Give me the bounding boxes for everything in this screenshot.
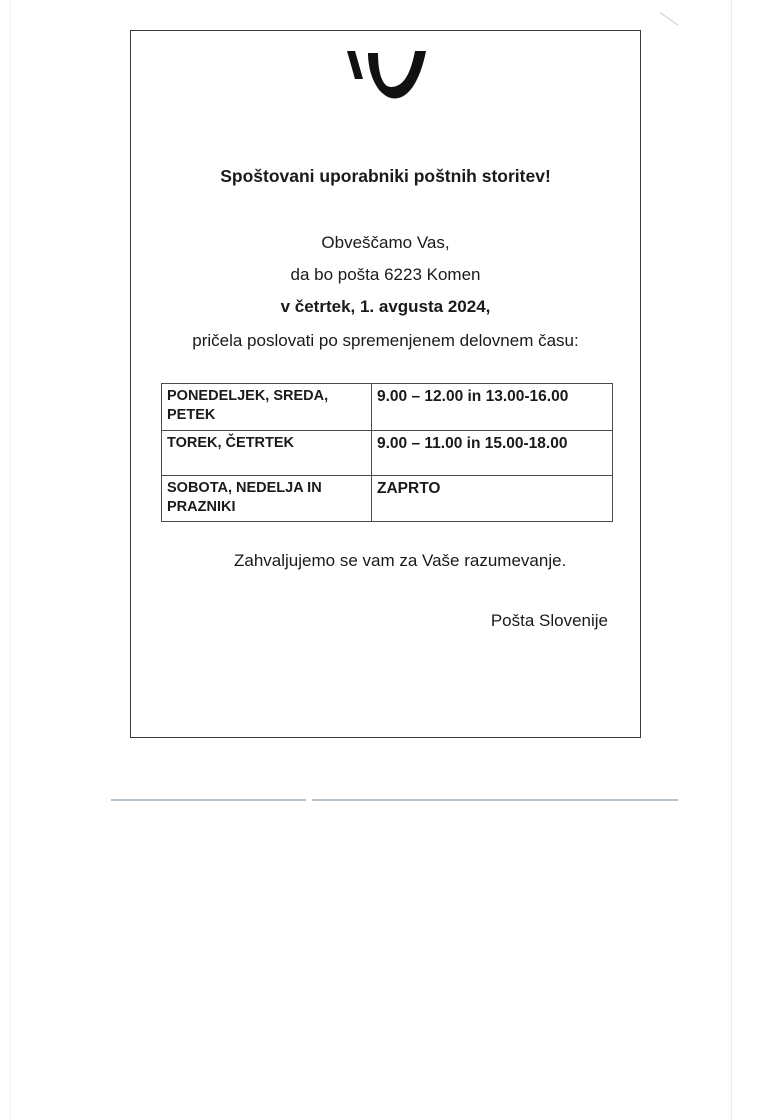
table-row xyxy=(162,476,613,522)
scan-edge-right xyxy=(731,0,732,1120)
notice-line-date: v četrtek, 1. avgusta 2024, xyxy=(280,297,491,316)
scan-edge-left xyxy=(10,0,11,1120)
table-row xyxy=(162,384,613,431)
notice-line-office: da bo pošta 6223 Komen xyxy=(290,265,481,284)
scan-corner-mark xyxy=(660,12,679,25)
separator-line-right xyxy=(312,799,678,801)
signature-text: Pošta Slovenije xyxy=(490,611,608,630)
notice-line-change: pričela poslovati po spremenjenem delovnem času: xyxy=(192,331,579,350)
schedule-days-cell: PONEDELJEK, SREDA, PETEK xyxy=(162,384,372,431)
opening-hours-table xyxy=(161,383,613,522)
separator-line-left xyxy=(111,799,306,801)
schedule-days-cell: TOREK, ČETRTEK xyxy=(162,431,372,476)
schedule-hours-cell: ZAPRTO xyxy=(372,476,613,522)
logo-left-blade xyxy=(347,51,363,79)
notice-frame xyxy=(130,30,641,738)
schedule-days-cell: SOBOTA, NEDELJA IN PRAZNIKI xyxy=(162,476,372,522)
posta-slovenije-logo-icon xyxy=(342,47,432,101)
logo-horn-ring xyxy=(368,51,426,98)
thank-you-text: Zahvaljujemo se vam za Vaše razumevanje. xyxy=(234,551,567,570)
table-row xyxy=(162,431,613,476)
schedule-hours-cell: 9.00 – 11.00 in 15.00-18.00 xyxy=(372,431,613,476)
notice-line-intro: Obveščamo Vas, xyxy=(321,233,450,252)
schedule-hours-cell: 9.00 – 12.00 in 13.00-16.00 xyxy=(372,384,613,431)
notice-headline: Spoštovani uporabniki poštnih storitev! xyxy=(220,166,551,186)
